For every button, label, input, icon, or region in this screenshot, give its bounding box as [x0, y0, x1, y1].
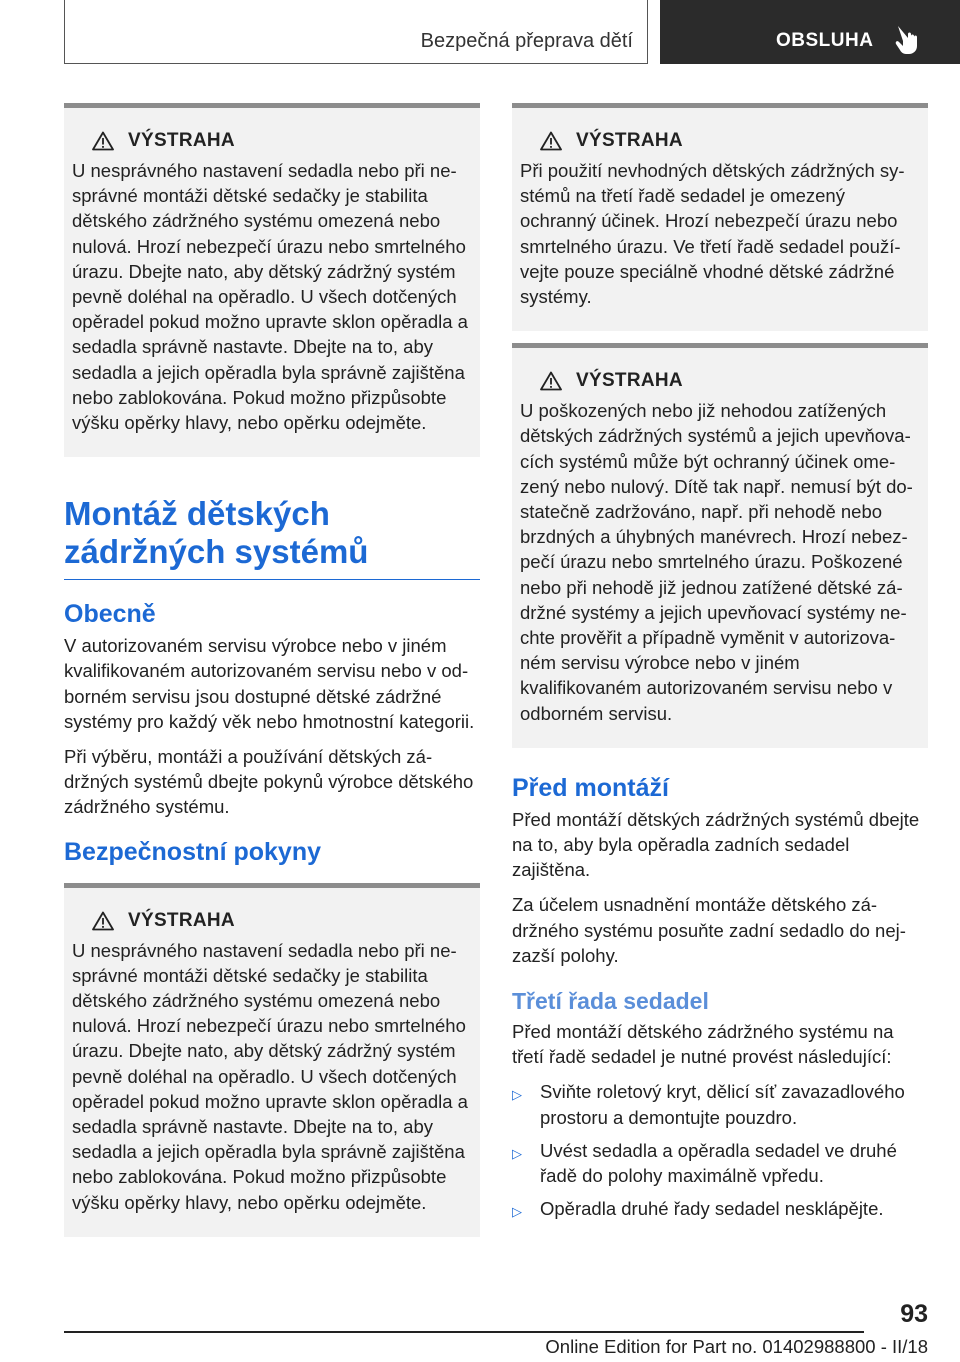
warning-title: VÝSTRAHA	[128, 909, 235, 931]
before-paragraph-2: Za účelem usnadnění montáže dětského zádržného systému posuňte zadní sedadlo do nejzazší polohy.	[512, 894, 906, 966]
safety-heading: Bezpečnostní pokyny	[64, 837, 321, 866]
page-number: 93	[900, 1300, 928, 1328]
triangle-bullet-icon: ▷	[512, 1087, 522, 1103]
warning-triangle-icon	[540, 371, 562, 391]
general-heading: Obecně	[64, 600, 156, 629]
warning-box	[512, 103, 928, 331]
list-item	[512, 1196, 928, 1224]
general-paragraph-1: V autorizovaném servisu výrobce nebo v jiném kvalifikovaném autorizovaném servisu nebo v odborném servisu jsou dostupné dětské zádržné systémy pro každý věk nebo hmotnostní kategorii.	[64, 635, 475, 732]
warning-title: VÝSTRAHA	[128, 130, 235, 151]
third-row-heading: Třetí řada sedadel	[512, 988, 709, 1015]
warning-box	[64, 883, 480, 1237]
main-heading: Montáž dětských zádržných systémů	[64, 495, 480, 580]
header-section-box	[64, 0, 648, 64]
warning-title: VÝSTRAHA	[576, 370, 683, 392]
triangle-bullet-icon: ▷	[512, 1145, 522, 1161]
warning-triangle-icon	[92, 911, 114, 931]
list-item	[512, 1138, 928, 1188]
header-chapter-tab	[660, 0, 960, 64]
triangle-bullet-icon: ▷	[512, 1204, 522, 1220]
warning-triangle-icon	[92, 131, 114, 151]
section-title: Bezpečná přeprava dětí	[420, 30, 633, 52]
right-column	[512, 103, 928, 1233]
warning-box	[64, 103, 480, 457]
steps-list	[512, 1079, 928, 1224]
list-item-text: Sviňte roletový kryt, dělicí síť zavazadlového prostoru a demontujte pouzdro.	[540, 1081, 905, 1128]
edition-footer: Online Edition for Part no. 01402988800 - II/18	[545, 1336, 928, 1357]
warning-text: U poškozených nebo již nehodou zatížených dětských zádržných systémů a jejich upevňovacích systémů může být ochranný účinek omezený nebo nulový. Dítě tak např. nemusí být dostatečně zadržováno, např. při nehodě nebo brzdných a úhybných manévrech. Hrozí nebezpečí úrazu nebo smrtelného úrazu. Poškozené nebo při nehodě již jednou zatížené dětské zádržné systémy a jejich upevňovací systémy nechte prověřit a případně vyměnit v autorizovaném servisu výrobce nebo v jiném kvalifikovaném autorizovaném servisu nebo v odborném servisu.	[520, 400, 913, 724]
warning-box	[512, 343, 928, 748]
warning-text: Při použití nevhodných dětských zádržných systémů na třetí řadě sedadel je omezený ochranný účinek. Hrozí nebezpečí úrazu nebo smrtelného úrazu. Ve třetí řadě sedadel používejte pouze speciálně vhodné dětské zádržné systémy.	[520, 160, 905, 308]
pointing-hand-icon	[894, 24, 922, 56]
before-paragraph-1: Před montáží dětských zádržných systémů dbejte na to, aby byla opěradla zadních sedadel zajištěna.	[512, 808, 920, 881]
warning-title: VÝSTRAHA	[576, 130, 683, 151]
third-row-paragraph: Před montáží dětského zádržného systému na třetí řadě sedadel je nutné provést následující:	[512, 1021, 894, 1068]
warning-text: U nesprávného nastavení sedadla nebo při nesprávné montáži dětské sedačky je stabilita dětského zádržného systému omezená nebo nulová. Hrozí nebezpečí úrazu nebo smrtelného úrazu. Dbejte nato, aby dětský zádržný systém pevně doléhal na opěradlo. U všech dotčených opěradel pokud možno upravte sklon opěradla a sedadla správně nastavte. Dbejte na to, aby sedadla a jejich opěradla byla správně zajištěna nebo zablokována. Pokud možno přizpůsobte výšku opěrky hlavy, nebo opěrku odejměte.	[72, 939, 468, 1213]
warning-text: U nesprávného nastavení sedadla nebo při nesprávné montáži dětské sedačky je stabilita dětského zádržného systému omezená nebo nulová. Hrozí nebezpečí úrazu nebo smrtelného úrazu. Dbejte nato, aby dětský zádržný systém pevně doléhal na opěradlo. U všech dotčených opěradel pokud možno upravte sklon opěradla a sedadla správně nastavte. Dbejte na to, aby sedadla a jejich opěradla byla správně zajištěna nebo zablokována. Pokud možno přizpůsobte výšku opěrky hlavy, nebo opěrku odejměte.	[72, 160, 468, 434]
before-mounting-heading: Před montáží	[512, 773, 669, 802]
general-paragraph-2: Při výběru, montáži a používání dětských zádržných systémů dbejte pokynů výrobce dětského zádržného systému.	[64, 746, 474, 818]
footer-divider	[64, 1331, 864, 1333]
list-item-text: Uvést sedadla a opěradla sedadel ve druhé řadě do polohy maximálně vpředu.	[540, 1139, 897, 1187]
list-item	[512, 1079, 928, 1129]
left-column	[64, 103, 480, 1237]
list-item-text: Opěradla druhé řady sedadel nesklápějte.	[540, 1198, 884, 1220]
chapter-title: OBSLUHA	[776, 30, 874, 51]
warning-triangle-icon	[540, 131, 562, 151]
